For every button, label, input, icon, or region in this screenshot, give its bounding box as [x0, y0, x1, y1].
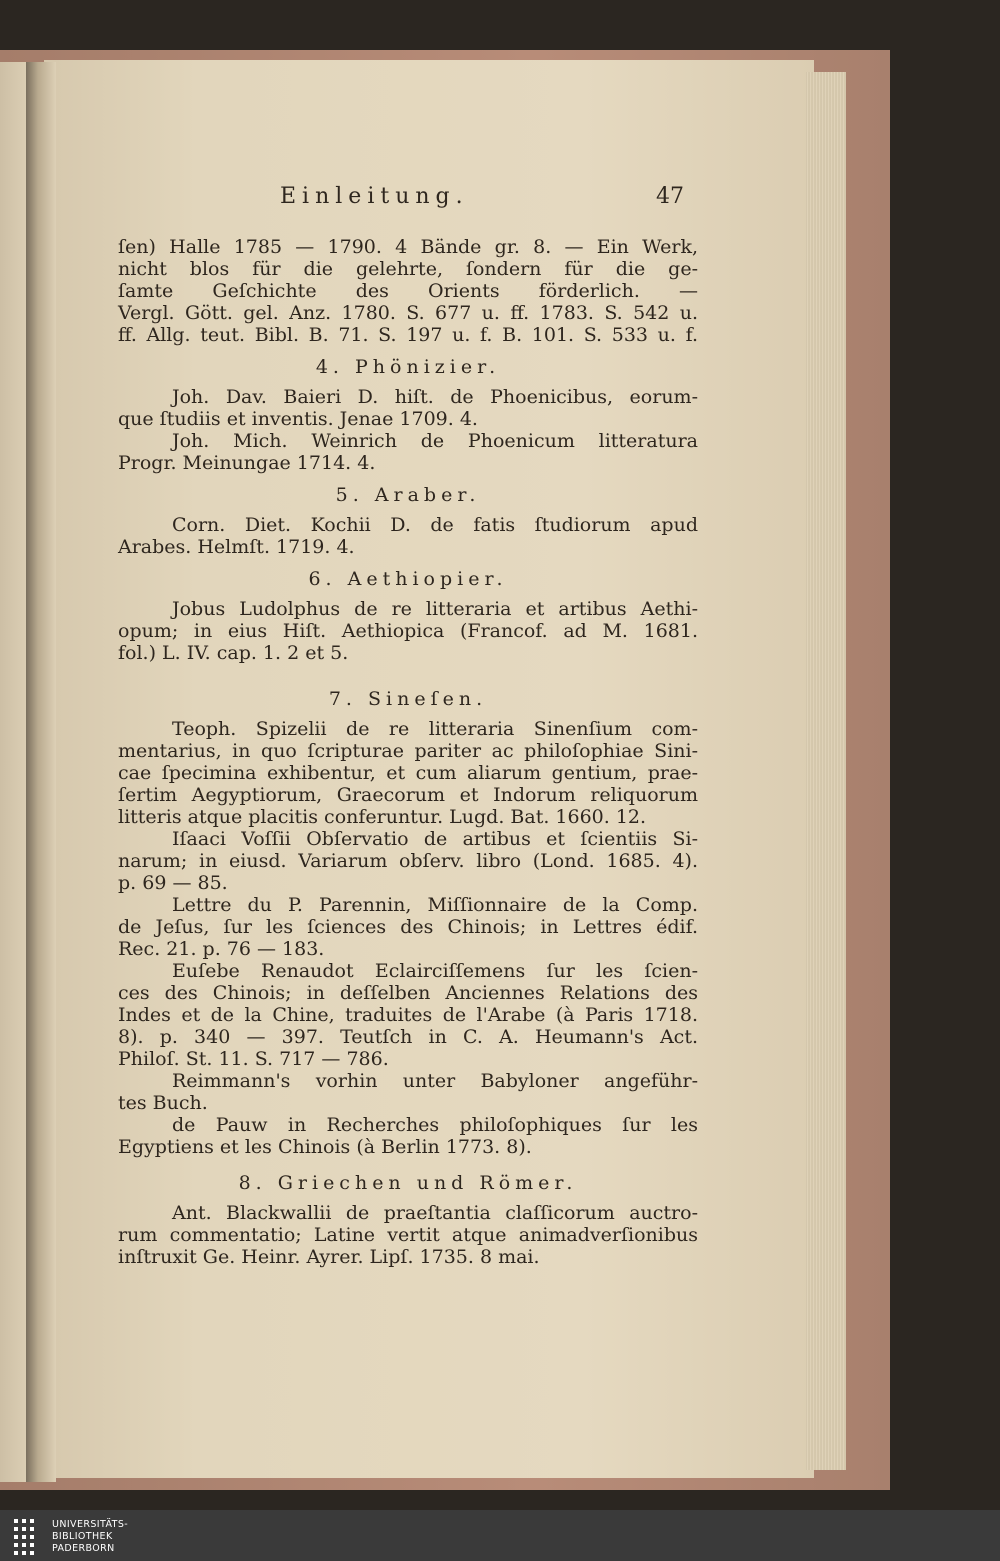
text-line: ces des Chinois; in deſſelben Anciennes Relations des — [118, 982, 698, 1004]
text-line: Rec. 21. p. 76 — 183. — [118, 938, 325, 960]
text-line: rum commentatio; Latine vertit atque animadverſionibus — [118, 1224, 698, 1246]
text-line: Iſaaci Voſſii Obſervatio de artibus et ſcientiis Si- — [172, 828, 698, 850]
text-line: ſen) Halle 1785 — 1790. 4 Bände gr. 8. — Ein Werk, — [118, 236, 698, 258]
text-line: narum; in eiusd. Variarum obſerv. libro (Lond. 1685. 4). — [118, 850, 698, 872]
text-line: de Jeſus, ſur les ſciences des Chinois; in Lettres édif. — [118, 916, 698, 938]
text-line: Joh. Mich. Weinrich de Phoenicum litteratura — [172, 430, 698, 452]
text-line: Euſebe Renaudot Eclairciſſemens ſur les ſcien- — [172, 960, 698, 982]
library-name-line3: PADERBORN — [52, 1543, 115, 1554]
text-line: ſamte Geſchichte des Orients förderlich. — — [118, 280, 698, 302]
text-line: Philoſ. St. 11. S. 717 — 786. — [118, 1048, 389, 1070]
section-heading: 5. Araber. — [335, 484, 481, 506]
library-footer — [0, 1510, 1000, 1561]
page-number: 47 — [656, 184, 684, 209]
library-name-line2: BIBLIOTHEK — [52, 1531, 113, 1542]
text-line: ſertim Aegyptiorum, Graecorum et Indorum reliquorum — [118, 784, 698, 806]
section-heading: 4. Phönizier. — [315, 356, 501, 378]
text-line: Ant. Blackwallii de praeſtantia claſſicorum auctro- — [172, 1202, 698, 1224]
text-line: de Pauw in Recherches philoſophiques ſur les — [172, 1114, 698, 1136]
text-line: nicht blos für die gelehrte, ſondern für die ge- — [118, 258, 698, 280]
text-line: litteris atque placitis conferuntur. Lugd. Bat. 1660. 12. — [118, 806, 647, 828]
text-line: Jobus Ludolphus de re litteraria et artibus Aethi- — [172, 598, 698, 620]
text-line: p. 69 — 85. — [118, 872, 228, 894]
library-logo-icon — [10, 1515, 40, 1557]
text-line: Reimmann's vorhin unter Babyloner angeführ- — [172, 1070, 698, 1092]
text-line: Corn. Diet. Kochii D. de fatis ſtudiorum apud — [172, 514, 698, 536]
text-line: cae ſpecimina exhibentur, et cum aliarum gentium, prae- — [118, 762, 698, 784]
library-name-line1: UNIVERSITÄTS- — [52, 1519, 129, 1530]
section-heading: 8. Griechen und Römer. — [238, 1172, 578, 1194]
section-heading: 7. Sineſen. — [328, 688, 488, 710]
text-line: Teoph. Spizelii de re litteraria Sinenſium com- — [172, 718, 698, 740]
text-line: Egyptiens et les Chinois (à Berlin 1773. 8). — [118, 1136, 532, 1158]
running-header: Einleitung. — [280, 184, 469, 209]
text-line: que ſtudiis et inventis. Jenae 1709. 4. — [118, 408, 478, 430]
text-line: Arabes. Helmſt. 1719. 4. — [118, 536, 355, 558]
text-line: mentarius, in quo ſcripturae pariter ac philoſophiae Sini- — [118, 740, 698, 762]
text-line: ff. Allg. teut. Bibl. B. 71. S. 197 u. f. B. 101. S. 533 u. f. — [118, 324, 698, 346]
text-line: Vergl. Gött. gel. Anz. 1780. S. 677 u. ff. 1783. S. 542 u. — [118, 302, 698, 324]
text-line: Joh. Dav. Baieri D. hiſt. de Phoenicibus, eorum- — [172, 386, 698, 408]
text-line: Indes et de la Chine, traduites de l'Arabe (à Paris 1718. — [118, 1004, 698, 1026]
section-heading: 6. Aethiopier. — [308, 568, 508, 590]
text-line: opum; in eius Hiſt. Aethiopica (Francof. ad M. 1681. — [118, 620, 698, 642]
text-line: tes Buch. — [118, 1092, 208, 1114]
text-line: Lettre du P. Parennin, Miſſionnaire de la Comp. — [172, 894, 698, 916]
text-line: fol.) L. IV. cap. 1. 2 et 5. — [118, 642, 349, 664]
text-line: Progr. Meinungae 1714. 4. — [118, 452, 376, 474]
text-line: 8). p. 340 — 397. Teutſch in C. A. Heumann's Act. — [118, 1026, 698, 1048]
text-line: inſtruxit Ge. Heinr. Ayrer. Lipſ. 1735. 8 mai. — [118, 1246, 540, 1268]
